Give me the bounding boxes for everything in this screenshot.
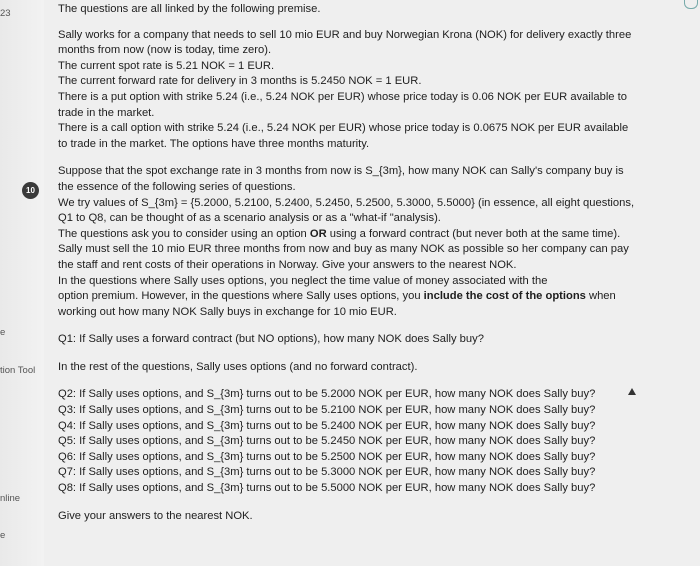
corner-icon: [684, 0, 698, 9]
question-content: [58, 2, 648, 524]
intro-line: We try values of S_{3m} = {5.2000, 5.2100, 5.2400, 5.2450, 5.2500, 5.3000, 5.5000} (in essence, all eight questions,: [58, 196, 635, 209]
premise-line: The current forward rate for delivery in 3 months is 5.2450 NOK = 1 EUR.: [58, 75, 422, 88]
sidebar-label-4[interactable]: e: [0, 530, 6, 541]
or-emphasis: OR: [309, 227, 327, 240]
question-item: Q6: If Sally uses options, and S_{3m} turns out to be 5.2500 NOK per EUR, how many NOK does Sally buy?: [58, 450, 596, 463]
question-item: Q2: If Sally uses options, and S_{3m} turns out to be 5.2000 NOK per EUR, how many NOK does Sally buy?: [58, 388, 596, 401]
page-number: 23: [0, 8, 11, 19]
cost-emphasis: include the cost of the options: [423, 290, 586, 303]
sidebar-label-1[interactable]: e: [0, 327, 6, 338]
closing-instruction: Give your answers to the nearest NOK.: [58, 509, 253, 522]
intro-text: option premium. However, in the questions where Sally uses options, you: [58, 290, 424, 303]
intro-line-or: [58, 227, 648, 243]
rest-note: In the rest of the questions, Sally uses options (and no forward contract).: [58, 360, 418, 373]
question-q1: Q1: If Sally uses a forward contract (but NO options), how many NOK does Sally buy?: [58, 333, 484, 346]
left-sidebar: [0, 0, 44, 566]
sidebar-label-online[interactable]: nline: [0, 493, 21, 504]
question-item: Q4: If Sally uses options, and S_{3m} turns out to be 5.2400 NOK per EUR, how many NOK does Sally buy?: [58, 419, 596, 432]
premise-line: trade in the market.: [58, 106, 155, 119]
intro-text: using a forward contract (but never both at the same time).: [326, 227, 621, 240]
intro-text: when: [585, 290, 616, 303]
intro-line: Suppose that the spot exchange rate in 3 months from now is S_{3m}, how many NOK can Sally's company buy is: [58, 165, 624, 178]
intro-line: working out how many NOK Sally buys in exchange for 10 mio EUR.: [58, 305, 397, 318]
intro-line: In the questions where Sally uses options, you neglect the time value of money associated with the: [58, 274, 548, 287]
intro-line: the essence of the following series of questions.: [58, 180, 296, 193]
intro-line: Sally must sell the 10 mio EUR three months from now and buy as many NOK as possible so her company can pay: [58, 243, 629, 256]
question-item: Q3: If Sally uses options, and S_{3m} turns out to be 5.2100 NOK per EUR, how many NOK does Sally buy?: [58, 404, 596, 417]
sidebar-label-tool[interactable]: tion Tool: [0, 365, 36, 376]
premise-line: months from now (now is today, time zero).: [58, 44, 272, 57]
premise-heading: The questions are all linked by the following premise.: [58, 3, 321, 15]
premise-line: Sally works for a company that needs to sell 10 mio EUR and buy Norwegian Krona (NOK) for delivery exactly three: [58, 28, 632, 41]
question-item: Q8: If Sally uses options, and S_{3m} turns out to be 5.5000 NOK per EUR, how many NOK does Sally buy?: [58, 482, 596, 495]
intro-line: Q1 to Q8, can be thought of as a scenario analysis or as a "what-if "analysis).: [58, 212, 441, 225]
question-item: Q5: If Sally uses options, and S_{3m} turns out to be 5.2450 NOK per EUR, how many NOK does Sally buy?: [58, 435, 596, 448]
question-number-badge: 10: [22, 182, 39, 199]
intro-text: The questions ask you to consider using an option: [58, 227, 310, 240]
premise-line: There is a put option with strike 5.24 (i.e., 5.24 NOK per EUR) whose price today is 0.06 NOK per EUR available to: [58, 90, 627, 103]
intro-line: the staff and rent costs of their operations in Norway. Give your answers to the nearest NOK.: [58, 258, 517, 271]
mouse-cursor-icon: [628, 388, 636, 395]
premise-line: There is a call option with strike 5.24 (i.e., 5.24 NOK per EUR) whose price today is 0.0675 NOK per EUR available: [58, 122, 629, 135]
intro-line-bold: [58, 289, 648, 305]
question-item: Q7: If Sally uses options, and S_{3m} turns out to be 5.3000 NOK per EUR, how many NOK does Sally buy?: [58, 466, 596, 479]
premise-line: The current spot rate is 5.21 NOK = 1 EUR.: [58, 59, 275, 72]
premise-line: to trade in the market. The options have three months maturity.: [58, 137, 370, 150]
